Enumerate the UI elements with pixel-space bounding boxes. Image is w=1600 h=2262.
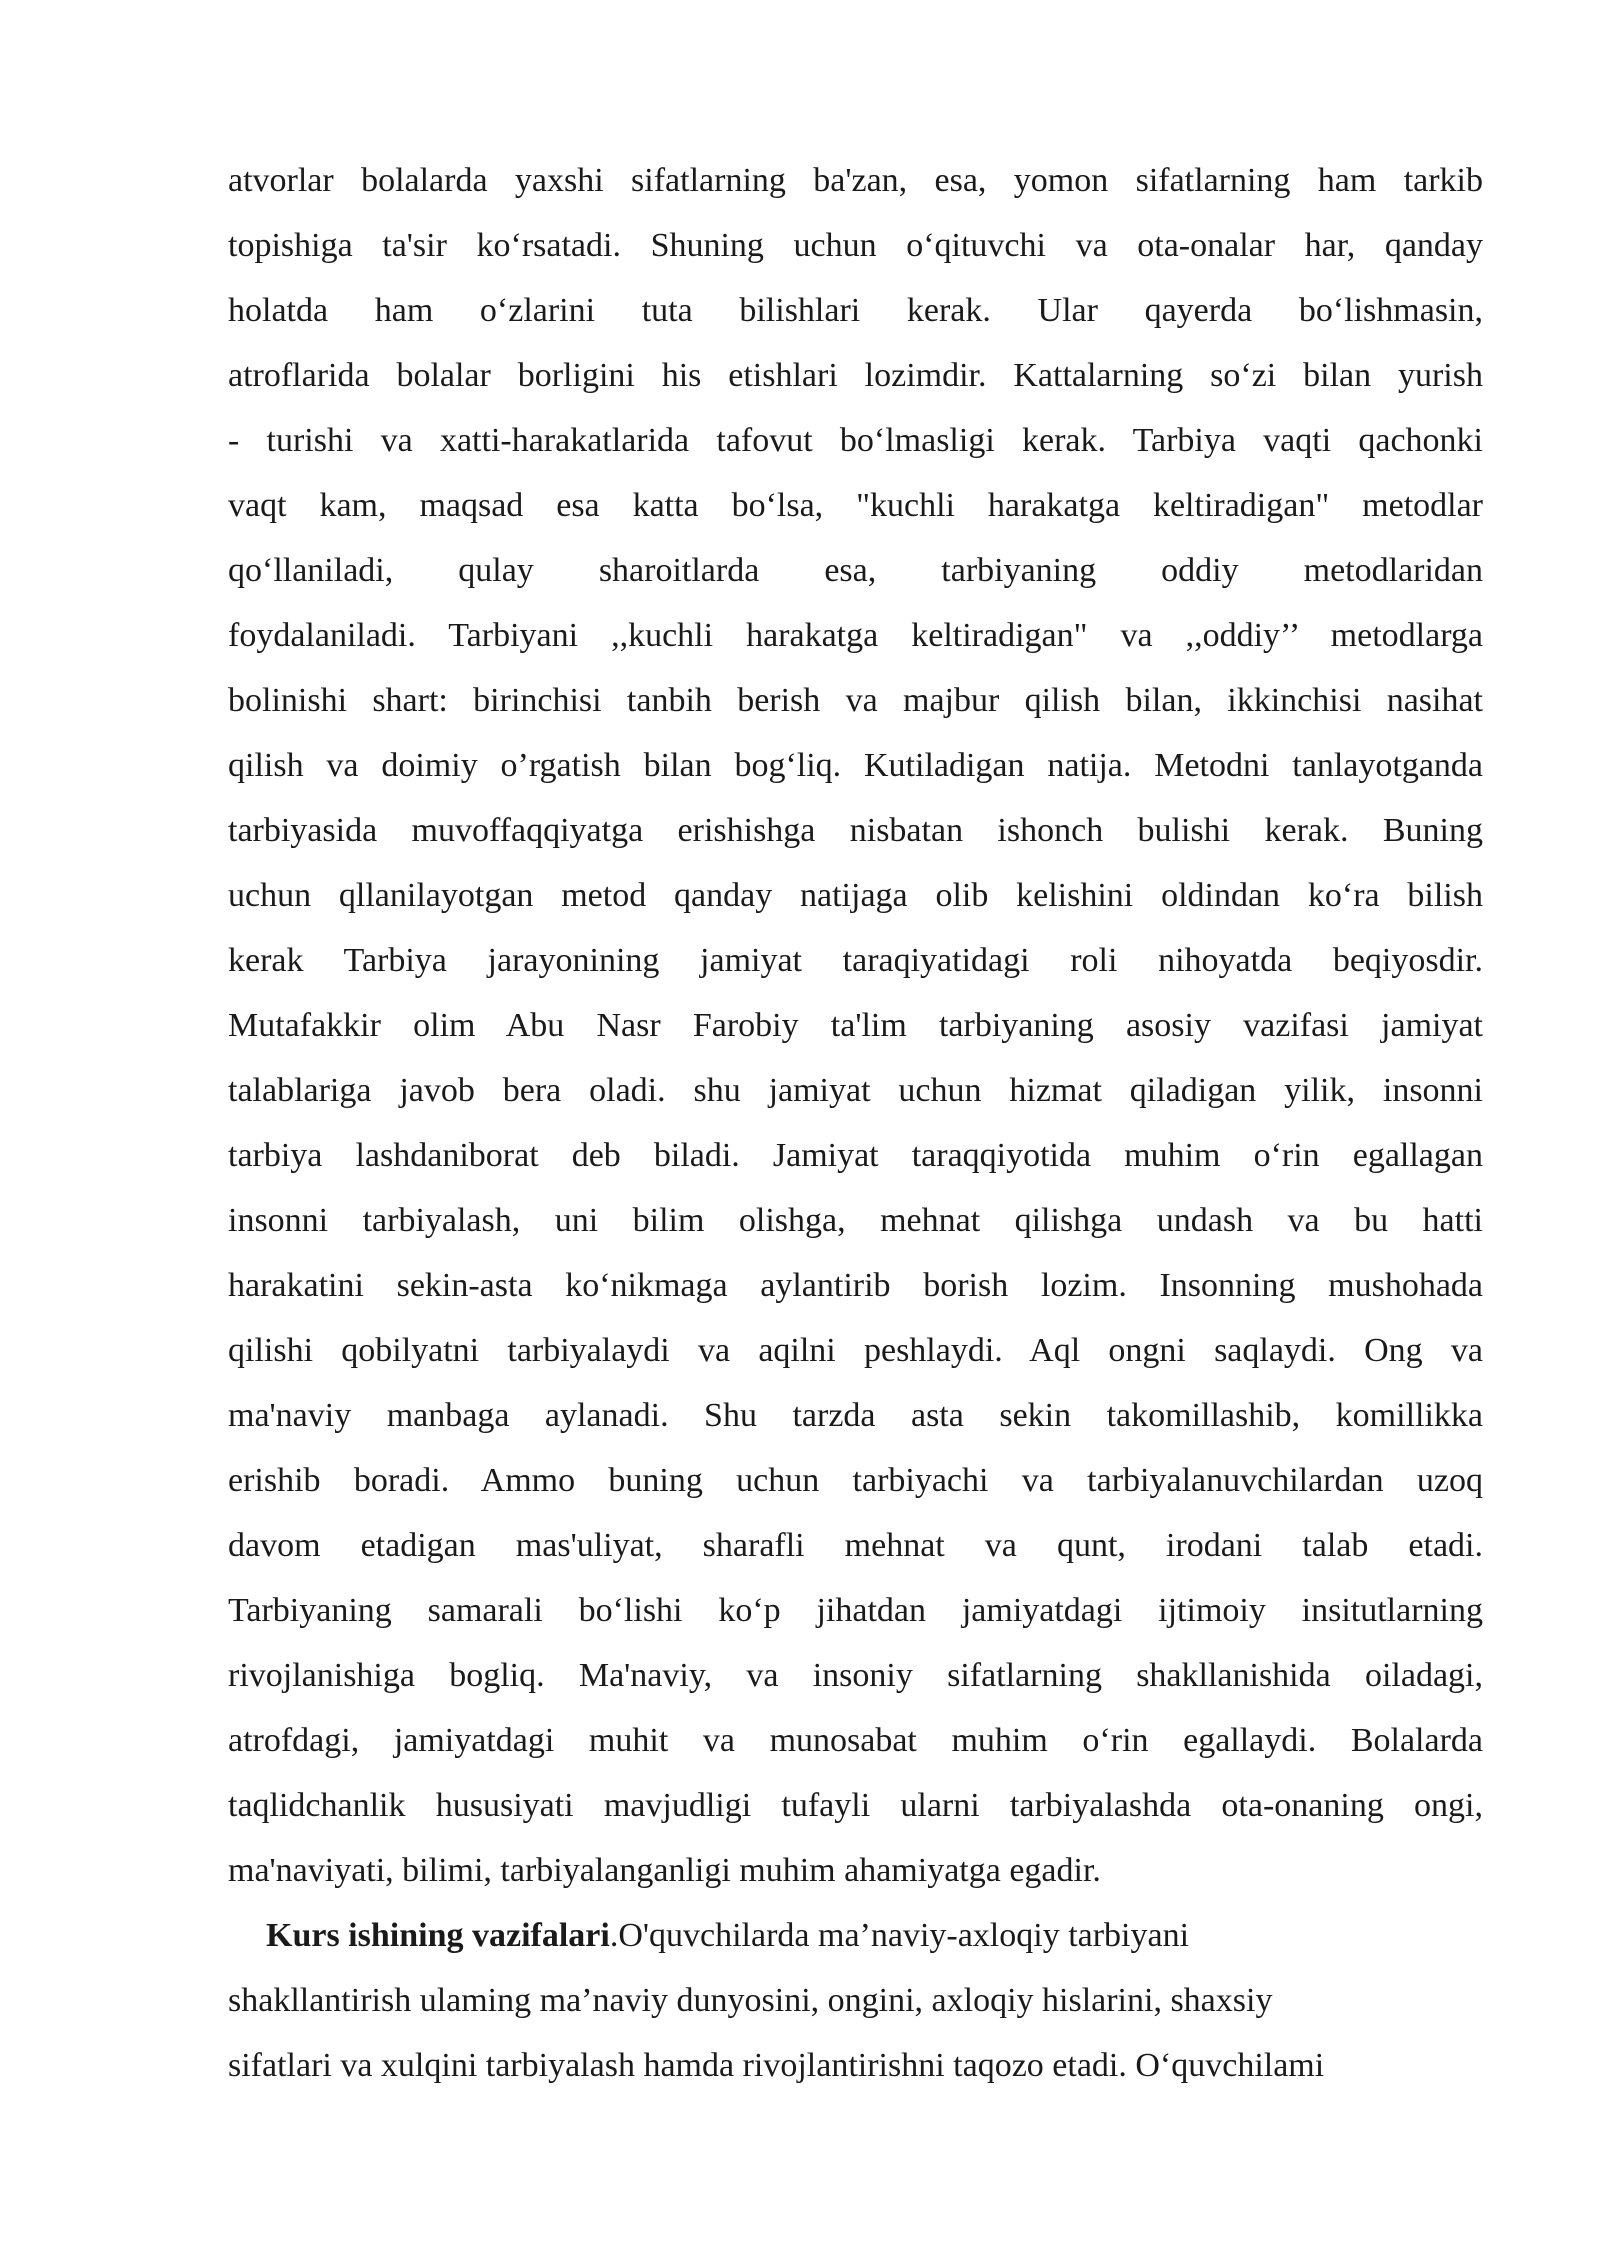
text-line: atrofdagi, jamiyatdagi muhit va munosabat muhim o‘rin egallaydi. Bolalarda	[228, 1722, 1483, 1759]
text-line: ma'naviy manbaga aylanadi. Shu tarzda asta sekin takomillashib, komillikka	[228, 1397, 1483, 1434]
paragraph-2	[228, 1903, 1483, 2098]
text-line: taqlidchanlik hususiyati mavjudligi tufayli ularni tarbiyalashda ota-onaning ongi,	[228, 1787, 1483, 1824]
text-line: davom etadigan mas'uliyat, sharafli mehnat va qunt, irodani talab etadi.	[228, 1527, 1483, 1564]
text-line: sifatlari va xulqini tarbiyalash hamda rivojlantirishni taqozo etadi. O‘quvchilami	[228, 2047, 1325, 2084]
body-text	[228, 148, 1483, 2098]
text-line: shakllantirish ulaming ma’naviy dunyosini, ongini, axloqiy hislarini, shaxsiy	[228, 1982, 1273, 2019]
text-line: rivojlanishiga bogliq. Ma'naviy, va insoniy sifatlarning shakllanishida oiladagi,	[228, 1657, 1483, 1694]
text-line	[228, 1903, 1483, 1968]
text-line: holatda ham o‘zlarini tuta bilishlari kerak. Ular qayerda bo‘lishmasin,	[228, 292, 1483, 329]
text-line: Mutafakkir olim Abu Nasr Farobiy ta'lim tarbiyaning asosiy vazifasi jamiyat	[228, 1007, 1483, 1044]
text-line: Tarbiyaning samarali bo‘lishi ko‘p jihatdan jamiyatdagi ijtimoiy insitutlarning	[228, 1592, 1483, 1629]
text-line: qilishi qobilyatni tarbiyalaydi va aqilni peshlaydi. Aql ongni saqlaydi. Ong va	[228, 1332, 1483, 1369]
text-line: qo‘llaniladi, qulay sharoitlarda esa, tarbiyaning oddiy metodlaridan	[228, 552, 1483, 589]
text-line: tarbiya lashdaniborat deb biladi. Jamiyat taraqqiyotida muhim o‘rin egallagan	[228, 1137, 1483, 1174]
text-line: foydalaniladi. Tarbiyani ,,kuchli harakatga keltiradigan" va ,,oddiy’’ metodlarga	[228, 617, 1483, 654]
text-line: insonni tarbiyalash, uni bilim olishga, mehnat qilishga undash va bu hatti	[228, 1202, 1483, 1239]
heading-continuation: .O'quvchilarda ma’naviy-axloqiy tarbiyani	[609, 1917, 1190, 1954]
text-line-last: ma'naviyati, bilimi, tarbiyalanganligi muhim ahamiyatga egadir.	[228, 1852, 1101, 1889]
text-line: erishib boradi. Ammo buning uchun tarbiyachi va tarbiyalanuvchilardan uzoq	[228, 1462, 1483, 1499]
paragraph-1	[228, 148, 1483, 1903]
text-line: atroflarida bolalar borligini his etishlari lozimdir. Kattalarning so‘zi bilan yurish	[228, 357, 1483, 394]
text-line: uchun qllanilayotgan metod qanday natijaga olib kelishini oldindan ko‘ra bilish	[228, 877, 1483, 914]
section-heading: Kurs ishining vazifalari	[266, 1917, 610, 1954]
text-line: topishiga ta'sir ko‘rsatadi. Shuning uchun o‘qituvchi va ota-onalar har, qanday	[228, 227, 1483, 264]
text-line: tarbiyasida muvoffaqqiyatga erishishga nisbatan ishonch bulishi kerak. Buning	[228, 812, 1483, 849]
text-line: - turishi va xatti-harakatlarida tafovut bo‘lmasligi kerak. Tarbiya vaqti qachonki	[228, 422, 1483, 459]
text-line: qilish va doimiy o’rgatish bilan bog‘liq. Kutiladigan natija. Metodni tanlayotganda	[228, 747, 1483, 784]
text-line: atvorlar bolalarda yaxshi sifatlarning ba'zan, esa, yomon sifatlarning ham tarkib	[228, 162, 1483, 199]
text-line: talablariga javob bera oladi. shu jamiyat uchun hizmat qiladigan yilik, insonni	[228, 1072, 1483, 1109]
text-line: vaqt kam, maqsad esa katta bo‘lsa, "kuchli harakatga keltiradigan" metodlar	[228, 487, 1483, 524]
text-line: harakatini sekin-asta ko‘nikmaga aylantirib borish lozim. Insonning mushohada	[228, 1267, 1483, 1304]
text-line: kerak Tarbiya jarayonining jamiyat taraqiyatidagi roli nihoyatda beqiyosdir.	[228, 942, 1483, 979]
text-line: bolinishi shart: birinchisi tanbih berish va majbur qilish bilan, ikkinchisi nasihat	[228, 682, 1483, 719]
